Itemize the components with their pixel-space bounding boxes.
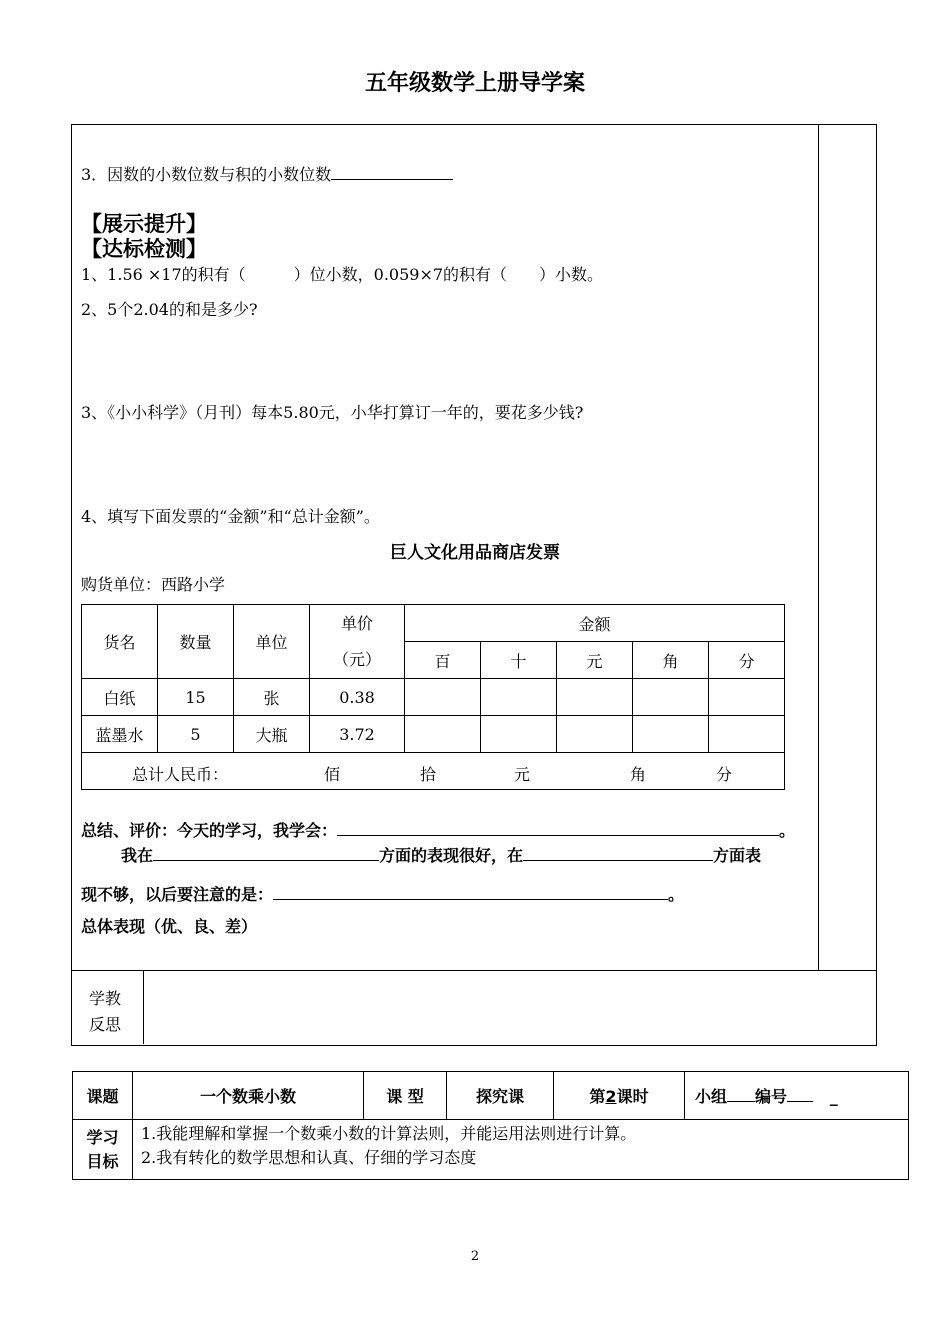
table-row [82, 716, 785, 753]
header-price-line1: 单价 [340, 613, 373, 633]
summary-good-label: 我在 [121, 846, 154, 865]
header-amount: 金额 [405, 605, 785, 642]
row-qty: 15 [158, 679, 234, 716]
question-3-text: 3．因数的小数位数与积的小数位数 [81, 165, 332, 184]
header-unit: 单位 [234, 605, 310, 679]
reflection-label-2: 反思 [89, 1015, 122, 1034]
amount-cell[interactable] [709, 679, 785, 716]
total-row [82, 753, 785, 790]
lesson-group-end: _ [829, 1087, 838, 1106]
lesson-type-label: 课 型 [364, 1072, 447, 1120]
summary-attention-label: 现不够，以后要注意的是： [81, 885, 274, 904]
summary-weak-label: 方面的表现很好，在 [379, 846, 524, 865]
header-sub-yuan: 元 [557, 642, 633, 679]
lesson-period-num: 2 [605, 1087, 617, 1106]
row-unit: 张 [234, 679, 310, 716]
lesson-goal-label [73, 1120, 133, 1180]
total-unit-bai: 佰 [324, 765, 341, 784]
header-sub-tens: 十 [481, 642, 557, 679]
lesson-goal-label-2: 目标 [86, 1151, 119, 1171]
page-number: 2 [470, 1249, 480, 1264]
reflection-divider [71, 970, 876, 971]
amount-cell[interactable] [633, 716, 709, 753]
total-unit-fen: 分 [716, 765, 733, 784]
check-item-1: 1、1.56 ×17的积有（ ）位小数，0.059×7的积有（ ）小数。 [81, 265, 604, 284]
total-unit-yuan: 元 [514, 765, 531, 784]
amount-cell[interactable] [481, 679, 557, 716]
total-unit-jiao: 角 [630, 765, 647, 784]
lesson-group [685, 1072, 909, 1120]
lesson-goal-label-1: 学习 [86, 1127, 119, 1147]
amount-cell[interactable] [481, 716, 557, 753]
lesson-period-suffix: 课时 [616, 1087, 649, 1106]
reflection-label-divider [143, 970, 144, 1044]
lesson-number-blank[interactable] [787, 1087, 813, 1102]
lesson-period-prefix: 第 [589, 1087, 606, 1106]
total-label: 总计人民币： [132, 765, 229, 784]
reflection-label-1: 学教 [89, 989, 122, 1008]
check-item-3: 3、《小小科学》（月刊）每本5.80元，小华打算订一年的，要花多少钱? [81, 403, 584, 422]
summary-line-2-end: 方面表 [713, 846, 762, 865]
row-price: 3.72 [310, 716, 405, 753]
amount-cell[interactable] [557, 716, 633, 753]
summary-learned-blank[interactable] [337, 819, 779, 836]
amount-cell[interactable] [709, 716, 785, 753]
lesson-type: 探究课 [447, 1072, 554, 1120]
summary-attention-blank[interactable] [273, 883, 668, 900]
header-sub-fen: 分 [709, 642, 785, 679]
row-unit: 大瓶 [234, 716, 310, 753]
invoice-buyer: 购货单位：西路小学 [81, 575, 226, 594]
lesson-goal-1: 1.我能理解和掌握一个数乘小数的计算法则，并能运用法则进行计算。 [141, 1124, 637, 1143]
summary-overall: 总体表现（优、良、差） [81, 917, 258, 936]
lesson-period [554, 1072, 685, 1120]
heading-show: 【展示提升】 [81, 212, 207, 236]
header-price [310, 605, 405, 679]
heading-check: 【达标检测】 [81, 237, 207, 261]
summary-line-1 [81, 818, 795, 841]
lesson-table [72, 1071, 909, 1180]
summary-line-3 [81, 882, 684, 905]
lesson-goal-2: 2.我有转化的数学思想和认真、仔细的学习态度 [141, 1148, 477, 1167]
lesson-group-label: 小组 [695, 1087, 728, 1106]
summary-weak-blank[interactable] [523, 844, 713, 861]
check-item-2: 2、5个2.04的和是多少? [81, 300, 258, 319]
amount-cell[interactable] [405, 679, 481, 716]
invoice-table [81, 604, 785, 790]
lesson-topic-label: 课题 [73, 1072, 133, 1120]
total-unit-shi: 拾 [420, 765, 437, 784]
row-price: 0.38 [310, 679, 405, 716]
page-title: 五年级数学上册导学案 [364, 71, 585, 96]
question-3 [81, 162, 453, 185]
amount-cell[interactable] [633, 679, 709, 716]
check-item-4: 4、填写下面发票的“金额”和“总计金额”。 [81, 507, 380, 526]
lesson-goals [133, 1120, 909, 1180]
summary-learned-label: 总结、评价：今天的学习，我学会： [81, 821, 338, 840]
reflection-area[interactable] [145, 972, 874, 1043]
lesson-topic: 一个数乘小数 [133, 1072, 364, 1120]
table-row [82, 679, 785, 716]
header-qty: 数量 [158, 605, 234, 679]
row-qty: 5 [158, 716, 234, 753]
header-sub-hundreds: 百 [405, 642, 481, 679]
invoice-title: 巨人文化用品商店发票 [390, 543, 560, 563]
header-sub-jiao: 角 [633, 642, 709, 679]
header-name: 货名 [82, 605, 158, 679]
row-name: 白纸 [82, 679, 158, 716]
lesson-number-label: 编号 [755, 1087, 788, 1106]
header-price-line2: （元） [332, 649, 381, 669]
summary-line-2 [121, 843, 761, 866]
amount-cell[interactable] [557, 679, 633, 716]
lesson-group-blank[interactable] [727, 1087, 755, 1102]
summary-line-3-end: 。 [668, 885, 685, 904]
summary-line-1-end: 。 [779, 821, 796, 840]
amount-cell[interactable] [405, 716, 481, 753]
question-3-blank[interactable] [331, 163, 453, 180]
row-name: 蓝墨水 [82, 716, 158, 753]
summary-good-blank[interactable] [153, 844, 379, 861]
